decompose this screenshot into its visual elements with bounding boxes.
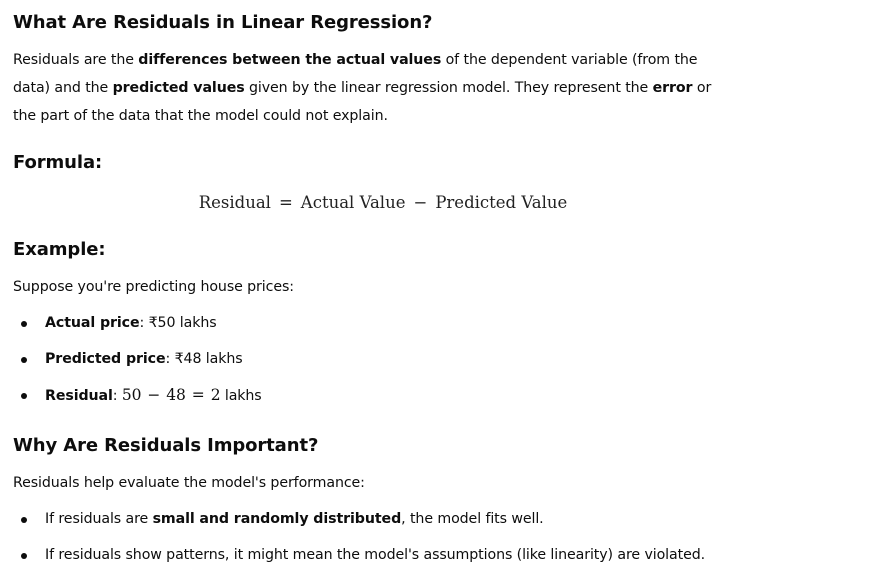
item-text-2: , the model fits well.: [401, 511, 544, 527]
item-value: ₹50 lakhs: [148, 315, 217, 331]
bullet-icon: [21, 321, 27, 327]
item-label: Predicted price: [45, 351, 166, 367]
why-intro: Residuals help evaluate the model's performance:: [13, 475, 365, 491]
formula-predicted: Predicted Value: [435, 193, 568, 212]
math-minus: −: [147, 386, 161, 404]
heading-formula: Formula:: [13, 152, 103, 173]
math-predicted: 48: [166, 386, 186, 404]
math-equals: =: [191, 386, 205, 404]
formula-actual: Actual Value: [300, 193, 406, 212]
intro-text-2: of the dependent variable (from the data) and the: [13, 52, 698, 96]
math-result: 2: [210, 386, 221, 404]
intro-text-3: given by the linear regression model. They represent the: [244, 80, 653, 96]
formula-equals: =: [278, 193, 293, 212]
residual-math: [122, 386, 221, 404]
heading-example: Example:: [13, 239, 106, 260]
formula-minus: −: [413, 193, 428, 212]
list-item: [13, 508, 705, 544]
list-item: [13, 348, 262, 384]
bullet-icon: [21, 517, 27, 523]
bullet-icon: [21, 553, 27, 559]
example-intro: Suppose you're predicting house prices:: [13, 279, 294, 295]
heading-why-important: Why Are Residuals Important?: [13, 435, 319, 456]
formula-lhs: Residual: [198, 193, 271, 212]
why-list: [13, 508, 705, 580]
residual-formula: [13, 190, 753, 216]
item-text-1: If residuals are: [45, 511, 153, 527]
item-sep: :: [112, 388, 122, 404]
item-value: ₹48 lakhs: [174, 351, 243, 367]
item-label: Actual price: [45, 315, 140, 331]
intro-bold-predicted: predicted values: [112, 80, 245, 96]
heading-what-are-residuals: What Are Residuals in Linear Regression?: [13, 12, 433, 33]
list-item: [13, 312, 262, 348]
math-actual: 50: [121, 386, 142, 404]
bullet-icon: [21, 393, 27, 399]
item-sep: :: [139, 315, 149, 331]
item-unit: lakhs: [220, 388, 262, 404]
item-label: Residual: [45, 388, 113, 404]
item-bold: small and randomly distributed: [152, 511, 402, 527]
intro-paragraph: [13, 46, 733, 130]
list-item: [13, 544, 705, 580]
intro-bold-error: error: [652, 80, 693, 96]
intro-bold-differences: differences between the actual values: [138, 52, 442, 68]
bullet-icon: [21, 357, 27, 363]
item-text-1: If residuals show patterns, it might mean the model's assumptions (like linearity) are violated.: [45, 547, 706, 563]
list-item: [13, 384, 262, 420]
intro-text-1: Residuals are the: [13, 52, 139, 68]
intro-text-4: or the part of the data that the model could not explain.: [13, 80, 712, 124]
example-list: [13, 312, 262, 420]
item-sep: :: [165, 351, 175, 367]
